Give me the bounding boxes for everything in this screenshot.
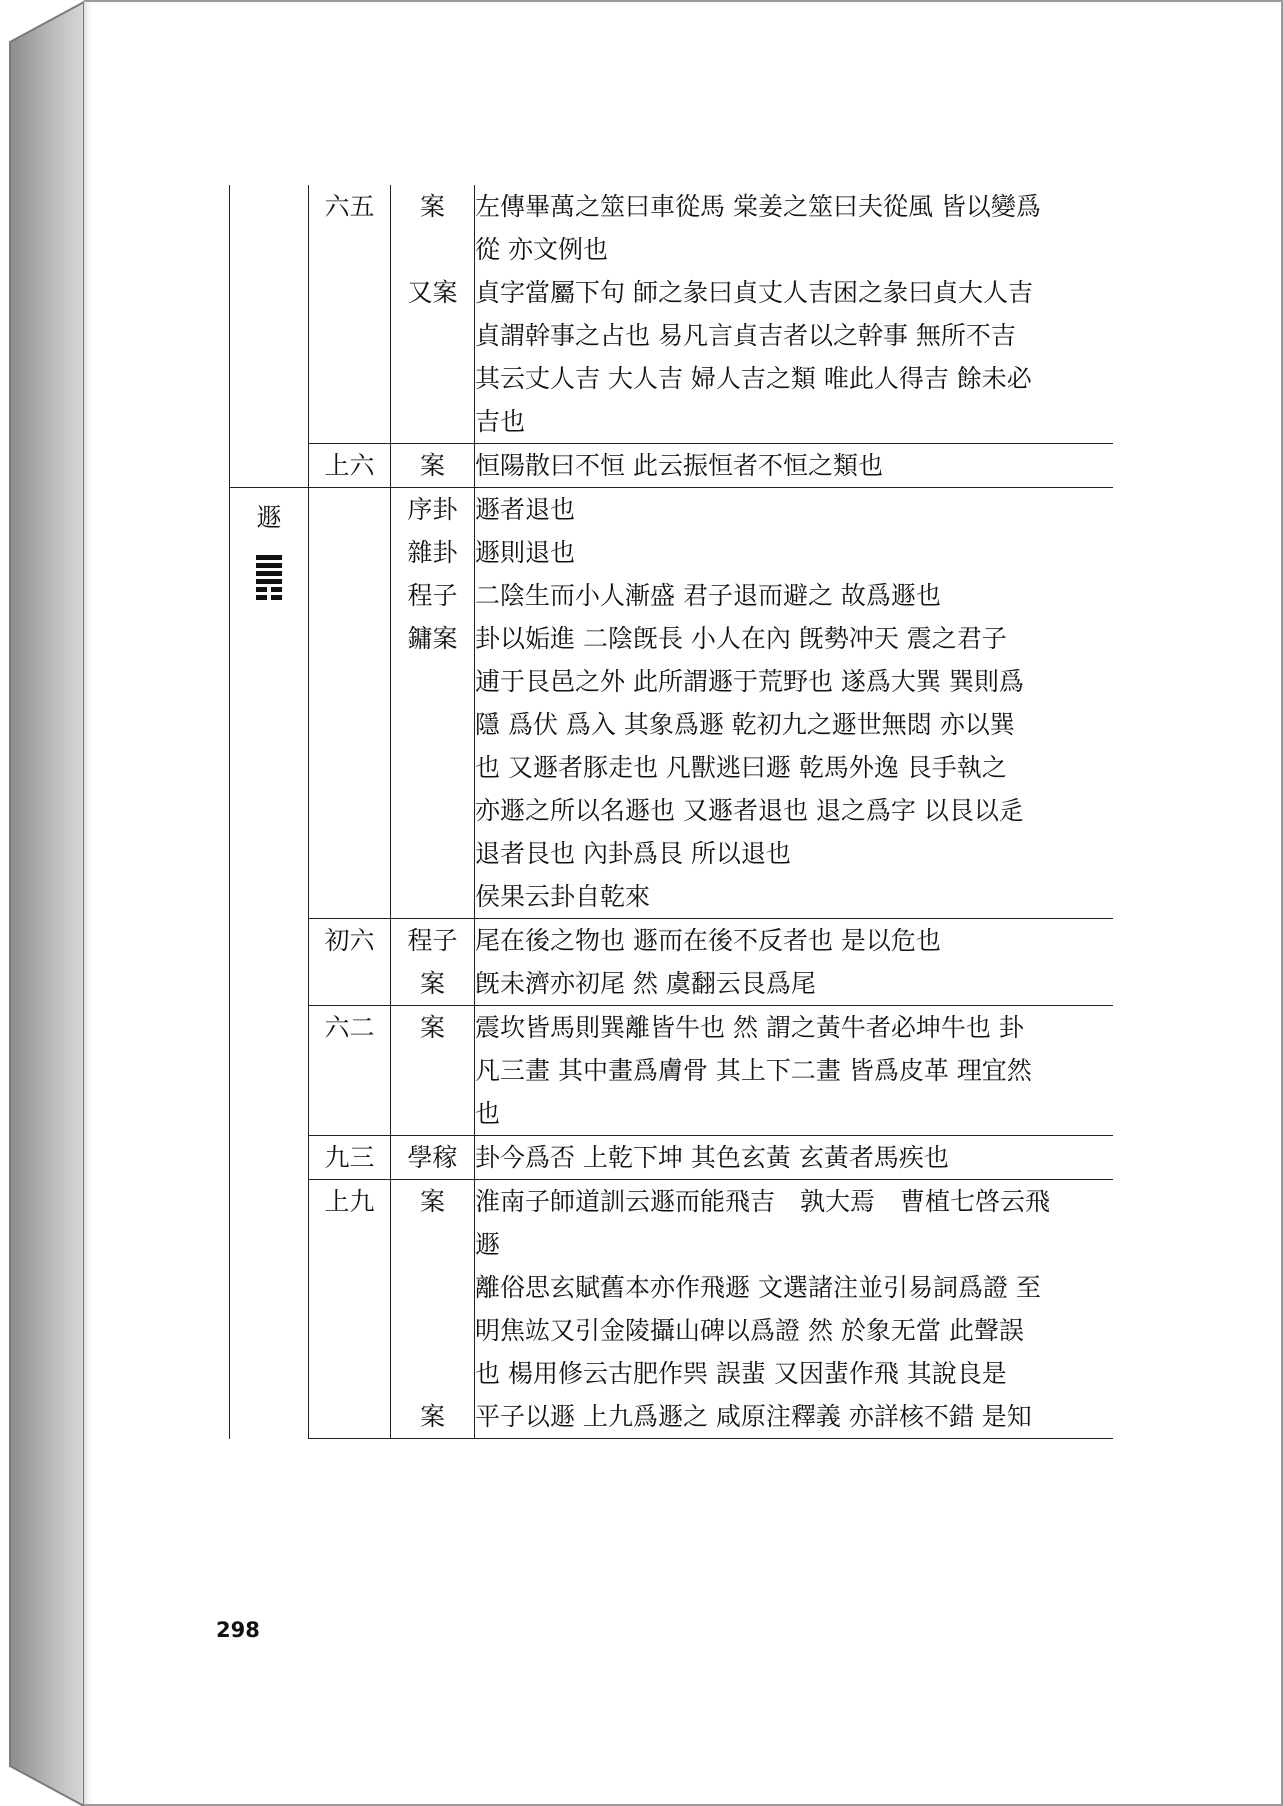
label-spacer [391, 746, 474, 789]
commentary-line: 淮南子師道訓云遯而能飛吉 孰大焉 曹植七啓云飛 [475, 1187, 1051, 1216]
commentary-line: 震坎皆馬則巽離皆牛也 然 謂之黃牛者必坤牛也 卦 [475, 1013, 1024, 1042]
commentary-cell [475, 488, 1114, 919]
commentary-line: 遯 [475, 1230, 501, 1259]
commentator-label: 學稼 [407, 1143, 458, 1172]
commentary-line: 也 又遯者豚走也 凡獸逃曰遯 乾馬外逸 艮手執之 [475, 753, 1007, 782]
commentary-line: 貞謂幹事之占也 易凡言貞吉者以之幹事 無所不吉 [475, 321, 1016, 350]
line-position-cell [309, 919, 391, 1006]
commentary-cell [475, 444, 1114, 488]
table-row [230, 1006, 1114, 1136]
commentary-line: 卦今爲否 上乾下坤 其色玄黃 玄黃者馬疾也 [475, 1143, 949, 1172]
commentary-line: 左傳畢萬之筮曰車從馬 棠姜之筮曰夫從風 皆以變爲 [475, 192, 1041, 221]
commentary-line: 也 [475, 1099, 501, 1128]
label-spacer [391, 1092, 474, 1135]
dun-hexagram-icon [256, 555, 282, 600]
commentary-line: 旣未濟亦初尾 然 虞翻云艮爲尾 [475, 969, 816, 998]
commentator-cell [391, 444, 475, 488]
label-spacer [391, 875, 474, 918]
commentator-label: 案 [419, 1402, 445, 1431]
commentator-label: 案 [419, 1013, 445, 1042]
commentator-label: 序卦 [407, 495, 458, 524]
commentary-cell [475, 1180, 1114, 1439]
table-row [230, 1136, 1114, 1180]
commentary-line: 隱 爲伏 爲入 其象爲遯 乾初九之遯世無悶 亦以巽 [475, 710, 1015, 739]
commentator-cell [391, 488, 475, 919]
commentator-label: 又案 [407, 278, 458, 307]
line-position-label: 上九 [324, 1187, 375, 1216]
commentator-label: 鏞案 [407, 624, 458, 653]
annotation-table [229, 185, 1113, 1439]
label-spacer [391, 228, 474, 271]
hexagram-name: 遯 [256, 503, 282, 532]
label-spacer [391, 789, 474, 832]
commentary-line: 恒陽散曰不恒 此云振恒者不恒之類也 [475, 451, 883, 480]
label-spacer [391, 1352, 474, 1395]
label-spacer [391, 400, 474, 443]
table-row [230, 185, 1114, 444]
commentary-cell [475, 1136, 1114, 1180]
annotation-table-frame [229, 185, 1113, 1540]
commentator-label: 案 [419, 451, 445, 480]
commentary-cell [475, 919, 1114, 1006]
commentary-cell [475, 1006, 1114, 1136]
table-row [230, 488, 1114, 919]
commentary-line: 離俗思玄賦舊本亦作飛遯 文選諸注並引易詞爲證 至 [475, 1273, 1041, 1302]
commentary-line: 平子以遯 上九爲遯之 咸原注釋義 亦詳核不錯 是知 [475, 1402, 1032, 1431]
label-spacer [391, 1266, 474, 1309]
commentator-cell [391, 1136, 475, 1180]
page-edge-top [84, 0, 1283, 2]
line-position-cell [309, 1180, 391, 1439]
label-spacer [391, 832, 474, 875]
commentary-line: 二陰生而小人漸盛 君子退而避之 故爲遯也 [475, 581, 941, 610]
book-spine [0, 0, 84, 1806]
line-position-label: 九三 [324, 1143, 375, 1172]
label-spacer [391, 1309, 474, 1352]
commentator-label: 案 [419, 969, 445, 998]
commentator-label: 案 [419, 1187, 445, 1216]
line-position-label: 上六 [324, 451, 375, 480]
label-spacer [391, 314, 474, 357]
commentary-line: 侯果云卦自乾來 [475, 882, 651, 911]
commentary-line: 吉也 [475, 407, 526, 436]
commentary-line: 其云丈人吉 大人吉 婦人吉之類 唯此人得吉 餘未必 [475, 364, 1032, 393]
commentator-cell [391, 1006, 475, 1136]
hexagram-cell [230, 488, 309, 1439]
commentary-line: 遯則退也 [475, 538, 576, 567]
commentary-line: 明焦竑又引金陵攝山碑以爲證 然 於象无當 此聲誤 [475, 1316, 1024, 1345]
commentator-label: 程子 [407, 926, 458, 955]
commentary-line: 亦遯之所以名遯也 又遯者退也 退之爲字 以艮以辵 [475, 796, 1024, 825]
page-number: 298 [216, 1618, 260, 1642]
commentary-line: 從 亦文例也 [475, 235, 608, 264]
commentary-cell [475, 185, 1114, 444]
label-spacer [391, 660, 474, 703]
commentator-label: 雜卦 [407, 538, 458, 567]
line-position-cell [309, 185, 391, 444]
commentary-line: 逋于艮邑之外 此所謂遯于荒野也 遂爲大巽 巽則爲 [475, 667, 1024, 696]
label-spacer [391, 1049, 474, 1092]
line-position-cell [309, 1136, 391, 1180]
commentator-cell [391, 185, 475, 444]
prev-hexagram-cell [230, 185, 309, 488]
commentary-line: 退者艮也 內卦爲艮 所以退也 [475, 839, 791, 868]
line-position-label: 六二 [324, 1013, 375, 1042]
label-spacer [391, 357, 474, 400]
commentary-line: 卦以姤進 二陰旣長 小人在內 旣勢冲天 震之君子 [475, 624, 1007, 653]
line-position-cell [309, 488, 391, 919]
line-position-label: 初六 [324, 926, 375, 955]
commentator-label: 程子 [407, 581, 458, 610]
commentator-label: 案 [419, 192, 445, 221]
label-spacer [391, 1223, 474, 1266]
label-spacer [391, 703, 474, 746]
line-position-cell [309, 1006, 391, 1136]
table-row [230, 1180, 1114, 1439]
table-row [230, 444, 1114, 488]
commentary-line: 凡三畫 其中畫爲膚骨 其上下二畫 皆爲皮革 理宜然 [475, 1056, 1032, 1085]
commentator-cell [391, 919, 475, 1006]
commentary-line: 尾在後之物也 遯而在後不反者也 是以危也 [475, 926, 941, 955]
table-row [230, 919, 1114, 1006]
commentary-line: 也 楊用修云古肥作巺 誤蜚 又因蜚作飛 其說良是 [475, 1359, 1007, 1388]
line-position-cell [309, 444, 391, 488]
commentary-line: 遯者退也 [475, 495, 576, 524]
commentator-cell [391, 1180, 475, 1439]
line-position-label: 六五 [324, 192, 375, 221]
commentary-line: 貞字當屬下句 師之彖曰貞丈人吉困之彖曰貞大人吉 [475, 278, 1033, 307]
